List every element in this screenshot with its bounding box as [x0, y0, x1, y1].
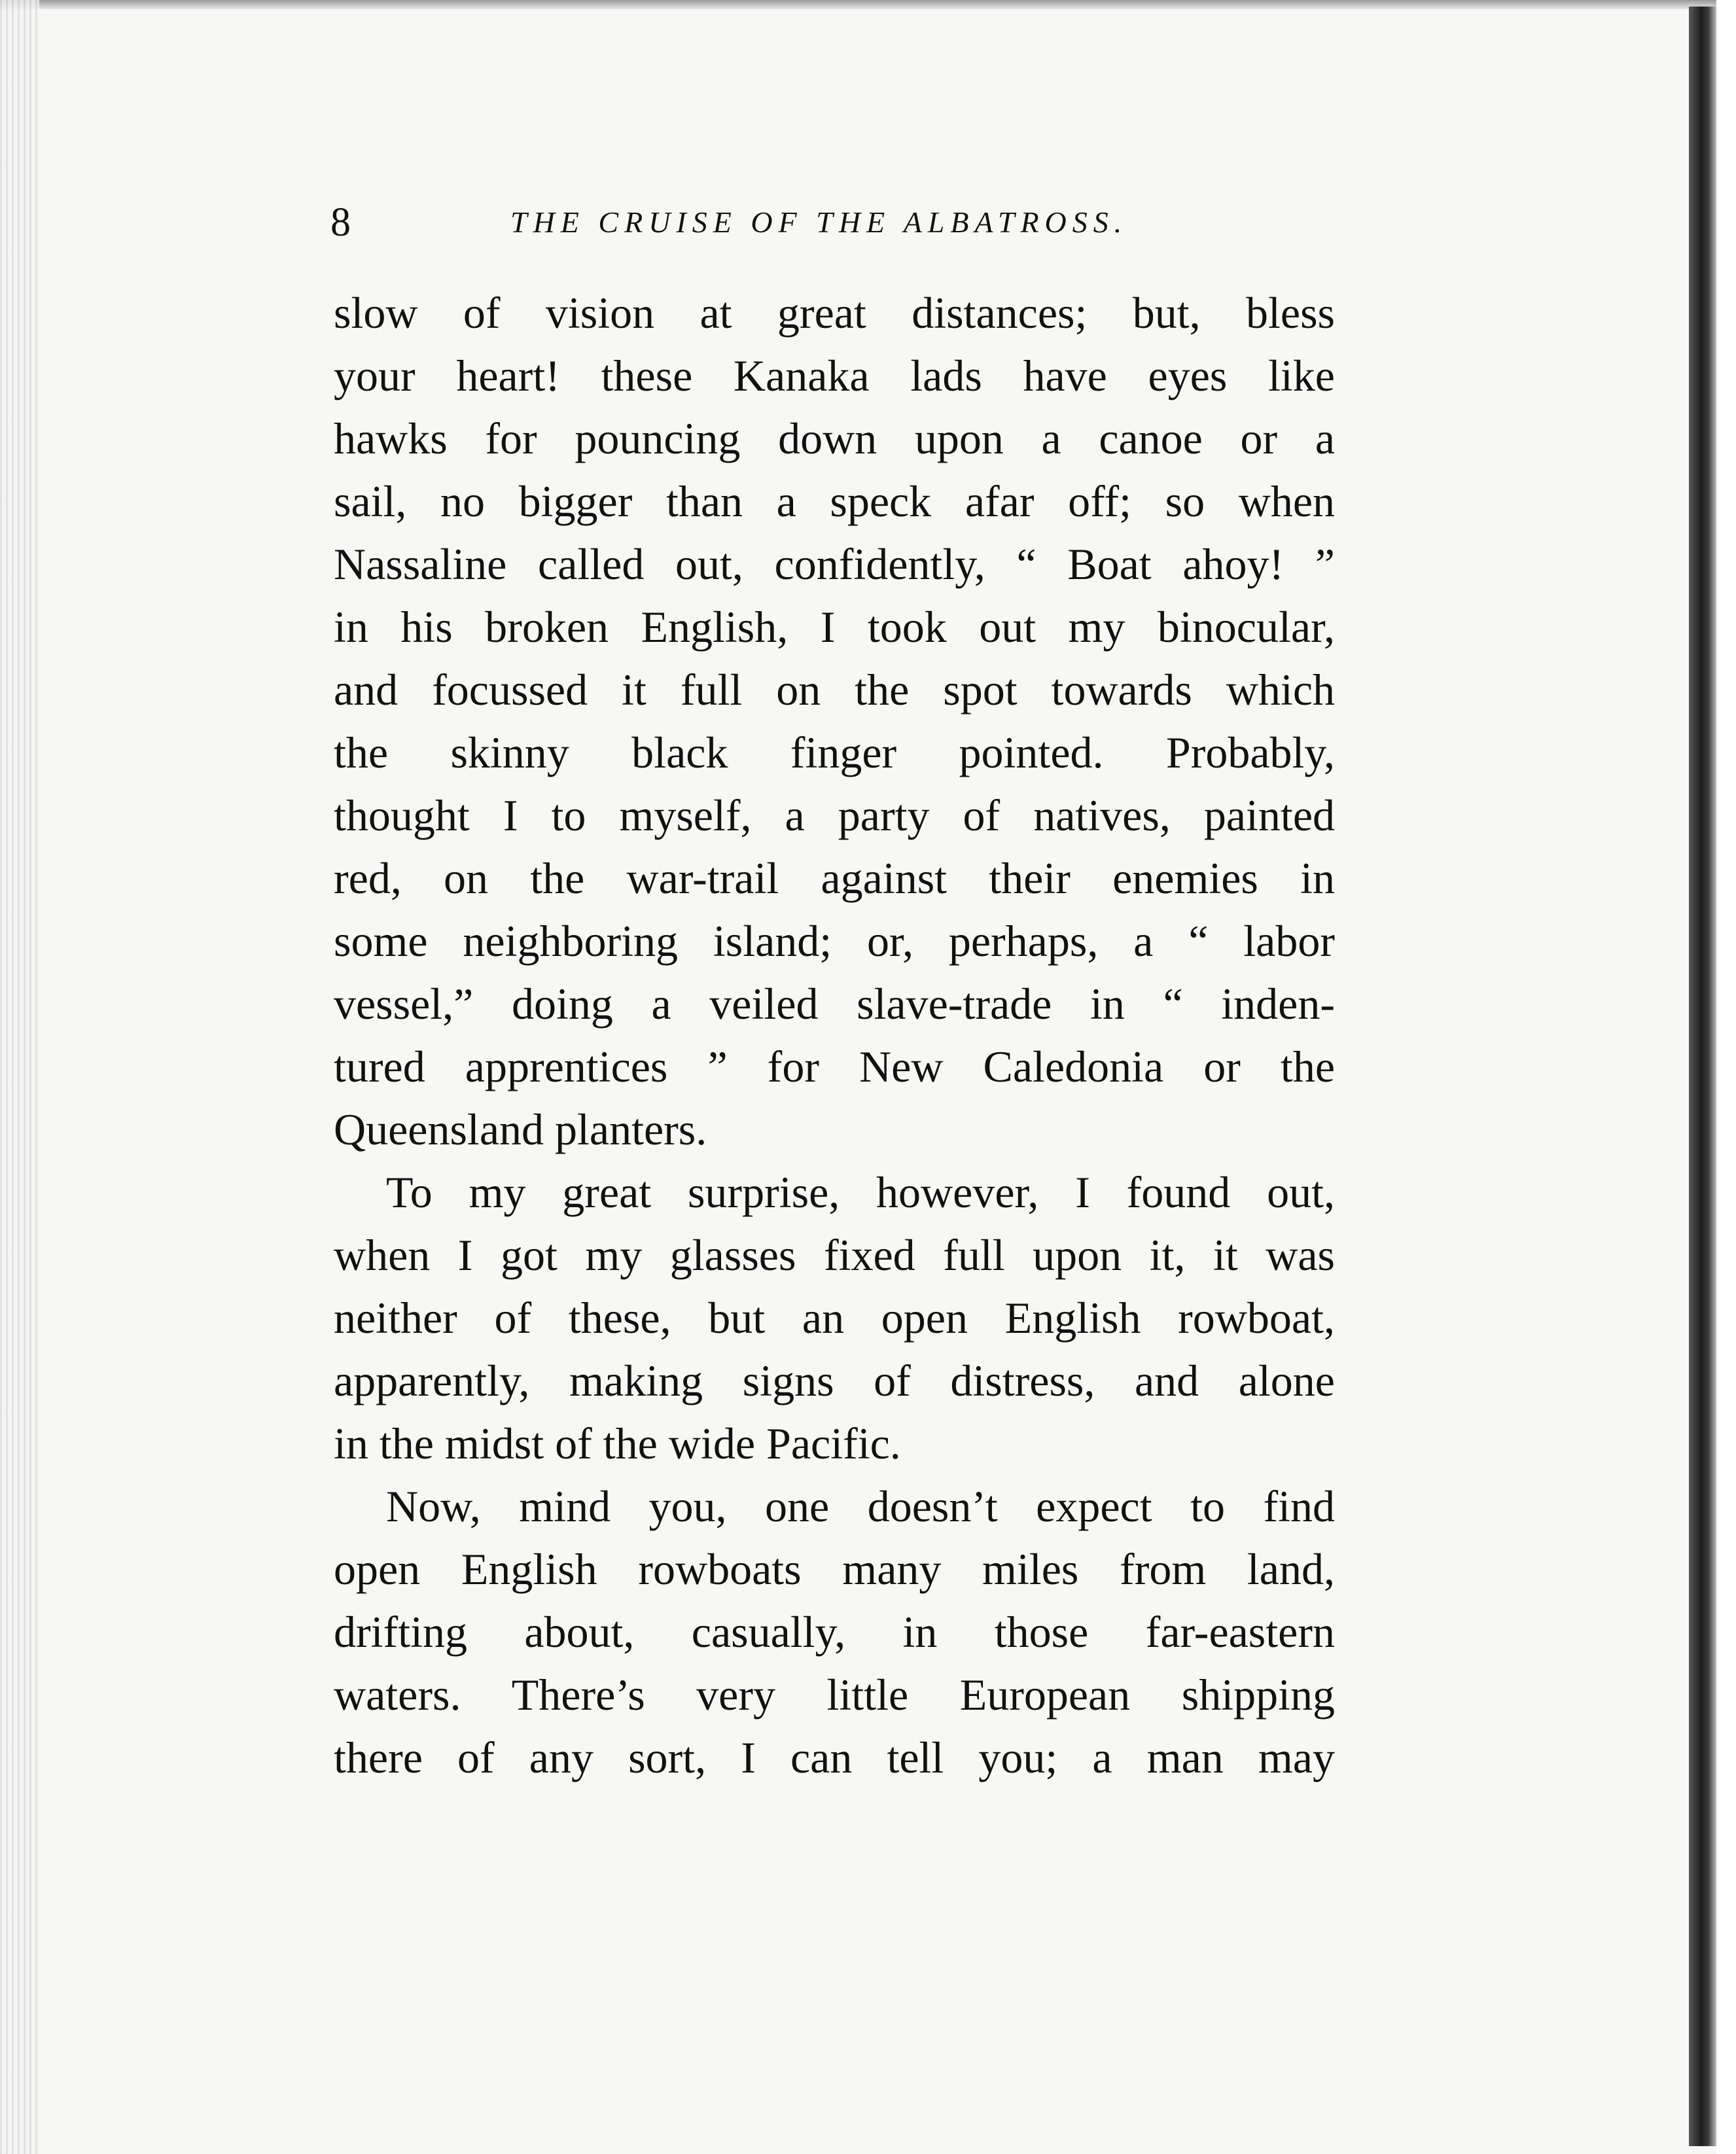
text-line: some neighboring island; or, perhaps, a “ labor: [334, 916, 1335, 966]
text-line: slow of vision at great distances; but, bless: [334, 288, 1335, 338]
text-line: thought I to myself, a party of natives, painted: [334, 790, 1335, 840]
page-top-edge: [0, 0, 1736, 9]
margin-right: [1716, 0, 1736, 2154]
text-line: Nassaline called out, confidently, “ Boat ahoy! ”: [334, 539, 1335, 589]
text-line: To my great surprise, however, I found out,: [386, 1167, 1335, 1217]
text-line: and focussed it full on the spot towards which: [334, 665, 1335, 715]
running-head: THE CRUISE OF THE ALBATROSS.: [510, 205, 1128, 239]
text-line: neither of these, but an open English rowboat,: [334, 1293, 1335, 1343]
text-line: sail, no bigger than a speck afar off; so when: [334, 476, 1335, 526]
stacked-page-edges: [0, 0, 39, 2154]
text-line: there of any sort, I can tell you; a man may: [334, 1733, 1335, 1782]
text-line: drifting about, casually, in those far-eastern: [334, 1607, 1335, 1657]
text-line: Now, mind you, one doesn’t expect to find: [386, 1481, 1335, 1531]
text-line: tured apprentices ” for New Caledonia or the: [334, 1042, 1335, 1091]
text-line: apparently, making signs of distress, and alone: [334, 1356, 1335, 1405]
text-line: when I got my glasses fixed full upon it, it was: [334, 1230, 1335, 1280]
body-text: [334, 281, 1335, 1789]
page-number: 8: [330, 200, 351, 245]
text-line: in his broken English, I took out my binocular,: [334, 602, 1335, 652]
text-line: in the midst of the wide Pacific.: [334, 1419, 901, 1468]
binding-shadow: [1689, 7, 1716, 2146]
text-line: open English rowboats many miles from land,: [334, 1544, 1335, 1594]
text-line: vessel,” doing a veiled slave-trade in “ inden-: [334, 979, 1335, 1029]
text-line: waters. There’s very little European shipping: [334, 1670, 1335, 1720]
text-line: your heart! these Kanaka lads have eyes like: [334, 351, 1335, 400]
text-line: hawks for pouncing down upon a canoe or a: [334, 414, 1335, 463]
text-line: red, on the war-trail against their enemies in: [334, 853, 1335, 903]
text-line: Queensland planters.: [334, 1104, 707, 1154]
page-header: [330, 196, 1377, 249]
text-line: the skinny black finger pointed. Probably,: [334, 728, 1335, 777]
